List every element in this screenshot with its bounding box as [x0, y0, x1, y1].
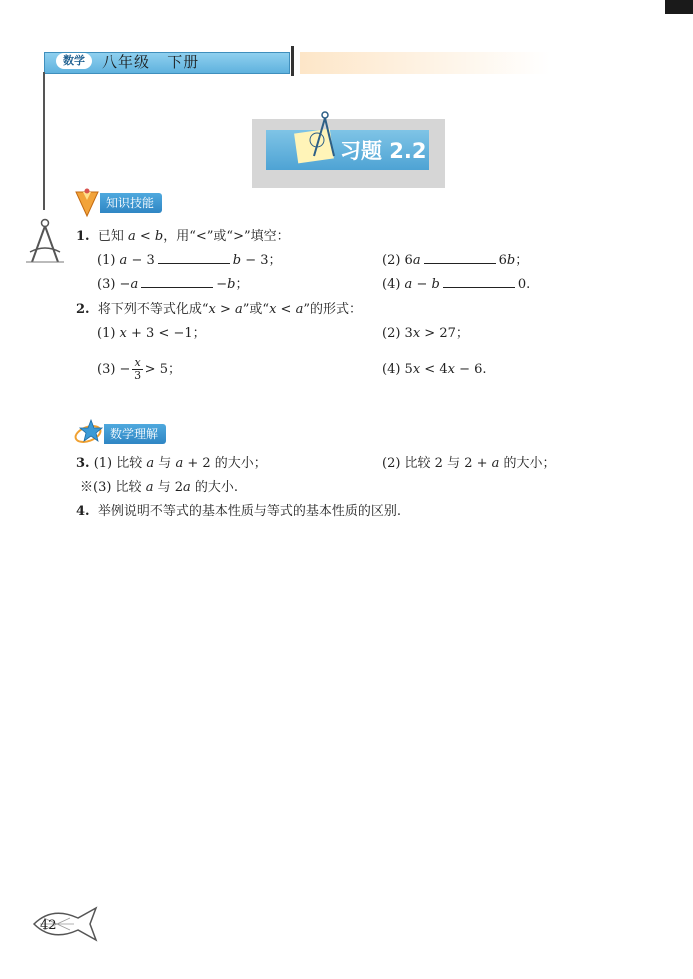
text: > 27； — [420, 326, 469, 341]
part-tag: (3) − — [97, 362, 131, 377]
book-title: 八年级 下册 — [102, 53, 200, 71]
var: b — [154, 229, 164, 244]
part-tag: (4) — [382, 277, 405, 292]
part-tag: (2) 3 — [382, 326, 413, 341]
text: > 5； — [144, 362, 181, 377]
var: a — [119, 253, 128, 268]
problem-2-part-2 — [382, 325, 469, 343]
text: 的大小； — [499, 456, 556, 471]
part-tag: (2) 6 — [382, 253, 413, 268]
text: ，用“<”或“>”填空： — [163, 229, 290, 244]
var: x — [412, 362, 421, 377]
text: < — [135, 229, 155, 244]
var: b — [227, 277, 236, 292]
compass-icon — [24, 218, 66, 266]
text: + 3 < −1； — [126, 326, 206, 341]
section-knowledge-skills: 知识技能 — [100, 193, 162, 213]
text: ”的形式： — [303, 302, 363, 317]
text: − 6. — [454, 362, 487, 377]
problem-2-part-3 — [97, 356, 181, 384]
page-number: 42 — [40, 918, 57, 933]
var: x — [119, 326, 127, 341]
var: b — [431, 277, 440, 292]
text: − 3； — [241, 253, 282, 268]
var: a — [130, 277, 139, 292]
text: 与 2 — [153, 480, 183, 495]
problem-4 — [76, 503, 401, 521]
var: x — [208, 302, 216, 317]
header-divider — [291, 46, 294, 76]
exercise-title: 习题 2.2 — [340, 139, 427, 163]
problem-number: 2. — [76, 302, 90, 317]
var: a — [145, 480, 154, 495]
text: < 4 — [420, 362, 448, 377]
part-tag: (1) — [97, 253, 120, 268]
var: b — [232, 253, 242, 268]
answer-blank[interactable] — [424, 251, 496, 264]
subject-badge: 数学 — [56, 53, 92, 69]
text: 6 — [498, 253, 507, 268]
text: − — [216, 277, 228, 292]
text: > — [215, 302, 236, 317]
answer-blank[interactable] — [158, 251, 230, 264]
text: 与 — [154, 456, 176, 471]
text: + 2 的大小； — [183, 456, 267, 471]
fraction — [132, 357, 142, 382]
var: a — [146, 456, 155, 471]
part-tag: (4) 5 — [382, 362, 413, 377]
text: < — [276, 302, 296, 317]
var: a — [235, 302, 243, 317]
text: (1) 比较 — [93, 456, 147, 471]
problem-2-part-1 — [97, 325, 206, 343]
section-math-understanding: 数学理解 — [104, 424, 166, 444]
problem-1 — [76, 228, 290, 246]
problem-3-part-1 — [76, 455, 267, 473]
problem-1-part-2 — [382, 251, 528, 270]
text: ； — [235, 277, 249, 292]
problem-1-part-4 — [382, 275, 530, 294]
text: ； — [515, 253, 529, 268]
text: − — [412, 277, 432, 292]
var: x — [447, 362, 455, 377]
answer-blank[interactable] — [141, 275, 213, 288]
text: 0. — [517, 277, 531, 292]
var: a — [412, 253, 421, 268]
pencil-tip-icon — [74, 188, 100, 218]
margin-line — [43, 72, 45, 210]
problem-3-part-2 — [382, 455, 556, 473]
problem-1-part-1 — [97, 251, 282, 270]
header-fade — [300, 52, 550, 74]
star-orbit-icon — [73, 418, 105, 446]
text: 已知 — [97, 229, 128, 244]
problem-3-part-3 — [80, 479, 238, 497]
text: ”或“ — [242, 302, 270, 317]
part-tag: (3) − — [97, 277, 131, 292]
var: a — [175, 456, 184, 471]
var: x — [412, 326, 421, 341]
var: x — [269, 302, 277, 317]
corner-tab — [665, 0, 693, 14]
text: (2) 比较 2 与 2 + — [382, 456, 492, 471]
numerator: x — [134, 356, 141, 369]
text: − 3 — [127, 253, 155, 268]
text: 举例说明不等式的基本性质与等式的基本性质的区别. — [97, 504, 401, 519]
denominator: 3 — [134, 369, 142, 382]
problem-2-part-4 — [382, 361, 487, 379]
problem-2 — [76, 301, 362, 319]
answer-blank[interactable] — [443, 275, 515, 288]
var: a — [295, 302, 304, 317]
part-tag: (1) — [97, 326, 120, 341]
var: a — [127, 229, 136, 244]
divider-tool-icon — [308, 110, 338, 160]
text: 将下列不等式化成“ — [97, 302, 209, 317]
problem-number: 4. — [76, 504, 90, 519]
problem-1-part-3 — [97, 275, 248, 294]
var: b — [506, 253, 516, 268]
var: a — [404, 277, 413, 292]
problem-number: 3. — [76, 456, 90, 471]
problem-number: 1. — [76, 229, 90, 244]
text: ※(3) 比较 — [80, 480, 146, 495]
var: a — [491, 456, 500, 471]
var: a — [183, 480, 191, 495]
text: 的大小. — [190, 480, 239, 495]
